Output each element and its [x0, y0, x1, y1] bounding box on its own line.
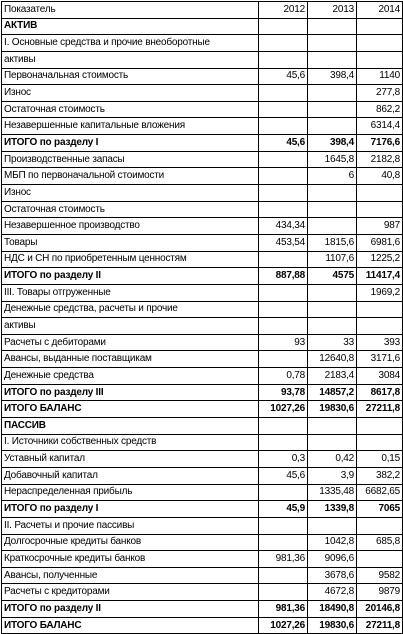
header-indicator[interactable]: Показатель: [2, 2, 259, 19]
value-cell-2014[interactable]: 6682,65: [357, 484, 403, 501]
value-cell-2012[interactable]: [259, 534, 308, 551]
table-row: [2, 434, 403, 451]
table-row: [2, 334, 403, 351]
table-row: [2, 268, 403, 285]
table-row: [2, 284, 403, 301]
row-label-cell[interactable]: I. Основные средства и прочие внеоборотные: [2, 35, 259, 52]
value-cell-2013[interactable]: 12640,8: [308, 351, 357, 368]
value-cell-2012[interactable]: 434,34: [259, 218, 308, 235]
value-cell-2014[interactable]: 27211,8: [357, 401, 403, 418]
value-cell-2013[interactable]: [308, 185, 357, 202]
value-cell-2014[interactable]: 2182,8: [357, 151, 403, 168]
value-cell-2014[interactable]: 987: [357, 218, 403, 235]
value-cell-2014[interactable]: 3084: [357, 368, 403, 385]
value-cell-2014[interactable]: [357, 551, 403, 568]
row-label-cell[interactable]: ИТОГО по разделу I: [2, 501, 259, 518]
value-cell-2012[interactable]: [259, 584, 308, 601]
row-label-cell[interactable]: ИТОГО по разделу III: [2, 384, 259, 401]
value-cell-2012[interactable]: [259, 251, 308, 268]
value-cell-2014[interactable]: 6981,6: [357, 234, 403, 251]
header-year-2012[interactable]: 2012: [259, 2, 308, 19]
value-cell-2013[interactable]: 398,4: [308, 68, 357, 85]
table-row: [2, 401, 403, 418]
value-cell-2014[interactable]: [357, 434, 403, 451]
value-cell-2013[interactable]: [308, 218, 357, 235]
table-row: [2, 467, 403, 484]
value-cell-2013[interactable]: [308, 118, 357, 135]
value-cell-2013[interactable]: [308, 434, 357, 451]
table-row: [2, 384, 403, 401]
balance-sheet-table: [1, 1, 403, 634]
value-cell-2013[interactable]: 0,42: [308, 451, 357, 468]
table-row: [2, 251, 403, 268]
value-cell-2012[interactable]: [259, 434, 308, 451]
table-row: [2, 168, 403, 185]
row-label-cell[interactable]: активы: [2, 318, 259, 335]
value-cell-2014[interactable]: 40,8: [357, 168, 403, 185]
value-cell-2012[interactable]: 45,6: [259, 68, 308, 85]
value-cell-2013[interactable]: [308, 201, 357, 218]
value-cell-2014[interactable]: [357, 35, 403, 52]
value-cell-2014[interactable]: 277,8: [357, 85, 403, 102]
value-cell-2014[interactable]: 9879: [357, 584, 403, 601]
row-label-cell[interactable]: Незавершенные капитальные вложения: [2, 118, 259, 135]
value-cell-2013[interactable]: 4672,8: [308, 584, 357, 601]
value-cell-2012[interactable]: [259, 517, 308, 534]
value-cell-2012[interactable]: 453,54: [259, 234, 308, 251]
value-cell-2013[interactable]: 19830,6: [308, 401, 357, 418]
row-label-cell[interactable]: Износ: [2, 185, 259, 202]
table-row: [2, 234, 403, 251]
value-cell-2012[interactable]: [259, 351, 308, 368]
table-row: [2, 51, 403, 68]
value-cell-2013[interactable]: [308, 318, 357, 335]
row-label-cell[interactable]: III. Товары отгруженные: [2, 284, 259, 301]
row-label-cell[interactable]: активы: [2, 51, 259, 68]
value-cell-2013[interactable]: [308, 85, 357, 102]
value-cell-2013[interactable]: 1815,6: [308, 234, 357, 251]
value-cell-2013[interactable]: 398,4: [308, 135, 357, 152]
value-cell-2014[interactable]: 6314,4: [357, 118, 403, 135]
row-label-cell[interactable]: ИТОГО БАЛАНС: [2, 401, 259, 418]
value-cell-2012[interactable]: 45,9: [259, 501, 308, 518]
value-cell-2013[interactable]: [308, 418, 357, 435]
header-year-2013[interactable]: 2013: [308, 2, 357, 19]
value-cell-2014[interactable]: 1140: [357, 68, 403, 85]
value-cell-2014[interactable]: [357, 318, 403, 335]
value-cell-2012[interactable]: [259, 18, 308, 35]
value-cell-2014[interactable]: 862,2: [357, 101, 403, 118]
value-cell-2013[interactable]: [308, 51, 357, 68]
value-cell-2013[interactable]: 3,9: [308, 467, 357, 484]
row-label-cell[interactable]: Износ: [2, 85, 259, 102]
value-cell-2013[interactable]: 4575: [308, 268, 357, 285]
row-label-cell[interactable]: II. Расчеты и прочие пассивы: [2, 517, 259, 534]
value-cell-2013[interactable]: 3678,6: [308, 567, 357, 584]
value-cell-2014[interactable]: 7065: [357, 501, 403, 518]
table-row: [2, 601, 403, 618]
value-cell-2012[interactable]: 45,6: [259, 467, 308, 484]
header-row: [2, 2, 403, 19]
value-cell-2014[interactable]: 393: [357, 334, 403, 351]
value-cell-2014[interactable]: 3171,6: [357, 351, 403, 368]
value-cell-2014[interactable]: [357, 201, 403, 218]
value-cell-2012[interactable]: 1027,26: [259, 401, 308, 418]
value-cell-2012[interactable]: [259, 151, 308, 168]
row-label-cell[interactable]: Уставный капитал: [2, 451, 259, 468]
row-label-cell[interactable]: Добавочный капитал: [2, 467, 259, 484]
row-label-cell[interactable]: Нераспределенная прибыль: [2, 484, 259, 501]
value-cell-2014[interactable]: 0,15: [357, 451, 403, 468]
value-cell-2012[interactable]: [259, 85, 308, 102]
value-cell-2014[interactable]: 9582: [357, 567, 403, 584]
table-row: [2, 68, 403, 85]
value-cell-2012[interactable]: 93: [259, 334, 308, 351]
row-label-cell[interactable]: ИТОГО по разделу II: [2, 268, 259, 285]
value-cell-2014[interactable]: [357, 301, 403, 318]
table-row: [2, 318, 403, 335]
value-cell-2012[interactable]: [259, 51, 308, 68]
row-label-cell[interactable]: ИТОГО БАЛАНС: [2, 617, 259, 634]
value-cell-2014[interactable]: [357, 517, 403, 534]
value-cell-2013[interactable]: [308, 101, 357, 118]
value-cell-2012[interactable]: 45,6: [259, 135, 308, 152]
value-cell-2014[interactable]: 1969,2: [357, 284, 403, 301]
value-cell-2014[interactable]: [357, 418, 403, 435]
table-row: [2, 534, 403, 551]
row-label-cell[interactable]: МБП по первоначальной стоимости: [2, 168, 259, 185]
table-row: [2, 201, 403, 218]
value-cell-2013[interactable]: 6: [308, 168, 357, 185]
row-label-cell[interactable]: Авансы, полученные: [2, 567, 259, 584]
table-row: [2, 517, 403, 534]
table-row: [2, 101, 403, 118]
row-label-cell[interactable]: Производственные запасы: [2, 151, 259, 168]
table-row: [2, 151, 403, 168]
value-cell-2013[interactable]: 18490,8: [308, 601, 357, 618]
balance-sheet-body: [2, 2, 403, 634]
table-row: [2, 501, 403, 518]
row-label-cell[interactable]: Денежные средства, расчеты и прочие: [2, 301, 259, 318]
value-cell-2012[interactable]: 93,78: [259, 384, 308, 401]
table-row: [2, 351, 403, 368]
row-label-cell[interactable]: Остаточная стоимость: [2, 201, 259, 218]
table-row: [2, 617, 403, 634]
value-cell-2013[interactable]: 1107,6: [308, 251, 357, 268]
value-cell-2012[interactable]: 981,36: [259, 551, 308, 568]
value-cell-2013[interactable]: [308, 35, 357, 52]
value-cell-2014[interactable]: [357, 185, 403, 202]
value-cell-2013[interactable]: [308, 18, 357, 35]
value-cell-2012[interactable]: 887,88: [259, 268, 308, 285]
value-cell-2012[interactable]: [259, 118, 308, 135]
value-cell-2012[interactable]: [259, 284, 308, 301]
value-cell-2014[interactable]: [357, 18, 403, 35]
table-row: [2, 418, 403, 435]
value-cell-2013[interactable]: [308, 284, 357, 301]
value-cell-2012[interactable]: [259, 185, 308, 202]
row-label-cell[interactable]: Авансы, выданные поставщикам: [2, 351, 259, 368]
value-cell-2013[interactable]: 33: [308, 334, 357, 351]
value-cell-2012[interactable]: [259, 35, 308, 52]
table-row: [2, 218, 403, 235]
value-cell-2014[interactable]: 20146,8: [357, 601, 403, 618]
value-cell-2014[interactable]: 685,8: [357, 534, 403, 551]
row-label-cell[interactable]: Денежные средства: [2, 368, 259, 385]
value-cell-2012[interactable]: [259, 201, 308, 218]
value-cell-2014[interactable]: 11417,4: [357, 268, 403, 285]
value-cell-2013[interactable]: 1339,8: [308, 501, 357, 518]
value-cell-2012[interactable]: [259, 318, 308, 335]
row-label-cell[interactable]: I. Источники собственных средств: [2, 434, 259, 451]
value-cell-2012[interactable]: 981,36: [259, 601, 308, 618]
table-row: [2, 484, 403, 501]
table-row: [2, 301, 403, 318]
row-label-cell[interactable]: ПАССИВ: [2, 418, 259, 435]
row-label-cell[interactable]: Остаточная стоимость: [2, 101, 259, 118]
table-row: [2, 185, 403, 202]
table-row: [2, 118, 403, 135]
value-cell-2013[interactable]: 19830,6: [308, 617, 357, 634]
value-cell-2014[interactable]: 8617,8: [357, 384, 403, 401]
row-label-cell[interactable]: Долгосрочные кредиты банков: [2, 534, 259, 551]
value-cell-2012[interactable]: [259, 301, 308, 318]
header-year-2014[interactable]: 2014: [357, 2, 403, 19]
value-cell-2013[interactable]: 2183,4: [308, 368, 357, 385]
value-cell-2013[interactable]: 14857,2: [308, 384, 357, 401]
value-cell-2012[interactable]: 1027,26: [259, 617, 308, 634]
row-label-cell[interactable]: АКТИВ: [2, 18, 259, 35]
table-row: [2, 584, 403, 601]
value-cell-2013[interactable]: 9096,6: [308, 551, 357, 568]
value-cell-2014[interactable]: 1225,2: [357, 251, 403, 268]
value-cell-2014[interactable]: 7176,6: [357, 135, 403, 152]
value-cell-2012[interactable]: [259, 168, 308, 185]
value-cell-2012[interactable]: 0,3: [259, 451, 308, 468]
value-cell-2013[interactable]: 1335,48: [308, 484, 357, 501]
row-label-cell[interactable]: Расчеты с кредиторами: [2, 584, 259, 601]
table-row: [2, 85, 403, 102]
value-cell-2013[interactable]: 1645,8: [308, 151, 357, 168]
value-cell-2012[interactable]: [259, 484, 308, 501]
table-row: [2, 368, 403, 385]
value-cell-2014[interactable]: 27211,8: [357, 617, 403, 634]
value-cell-2013[interactable]: [308, 517, 357, 534]
row-label-cell[interactable]: НДС и СН по приобретенным ценностям: [2, 251, 259, 268]
value-cell-2012[interactable]: 0,78: [259, 368, 308, 385]
table-row: [2, 551, 403, 568]
row-label-cell[interactable]: Расчеты с дебиторами: [2, 334, 259, 351]
value-cell-2013[interactable]: 1042,8: [308, 534, 357, 551]
table-row: [2, 18, 403, 35]
value-cell-2013[interactable]: [308, 301, 357, 318]
value-cell-2012[interactable]: [259, 418, 308, 435]
table-row: [2, 451, 403, 468]
row-label-cell[interactable]: Краткосрочные кредиты банков: [2, 551, 259, 568]
row-label-cell[interactable]: ИТОГО по разделу I: [2, 135, 259, 152]
row-label-cell[interactable]: ИТОГО по разделу II: [2, 601, 259, 618]
value-cell-2014[interactable]: 382,2: [357, 467, 403, 484]
row-label-cell[interactable]: Незавершенное производство: [2, 218, 259, 235]
row-label-cell[interactable]: Первоначальная стоимость: [2, 68, 259, 85]
value-cell-2014[interactable]: [357, 51, 403, 68]
row-label-cell[interactable]: Товары: [2, 234, 259, 251]
table-row: [2, 35, 403, 52]
value-cell-2012[interactable]: [259, 101, 308, 118]
table-row: [2, 135, 403, 152]
